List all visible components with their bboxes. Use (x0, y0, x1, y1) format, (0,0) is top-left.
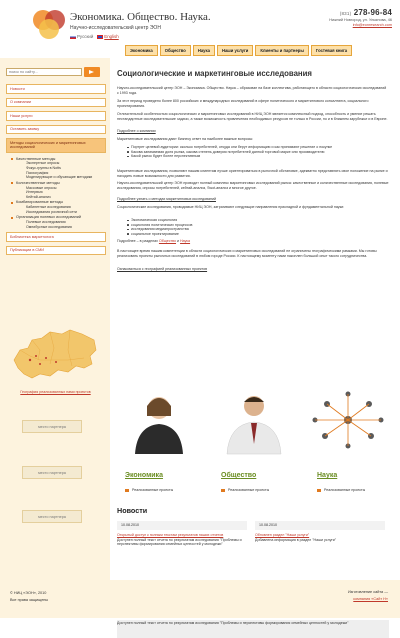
menu-request[interactable]: Оставить заявку (6, 125, 106, 135)
nav-science[interactable]: Наука (193, 45, 215, 56)
map-link[interactable]: География реализованных нами проектов (20, 390, 91, 394)
lang-ru[interactable] (70, 34, 93, 39)
interesting-text: Доступен полный текст отчета по результатам исследования "Проблемы и перспективы формирования семейных ценностей у молодежи" (117, 621, 349, 625)
developer-link[interactable]: компания «Сайт Н» (353, 597, 388, 601)
submenu-group-title[interactable]: Качественные методы (10, 157, 106, 162)
sidebar-menu (6, 84, 106, 259)
nav-guestbook[interactable]: Гостевая книга (311, 45, 352, 56)
submenu-item[interactable]: Кабинетные исследования (26, 205, 71, 210)
menu-news[interactable]: Новости (6, 84, 106, 94)
marketing-paragraph: Научно-исследовательский центр ЭОН проводит полный комплекс маркетинговых исследований рынка: качественные и количественные исследования, полевые исследования, опросы потребителей, кейтай-анализ, Swot-анализ и многое другое. (117, 181, 389, 190)
category-title[interactable]: Наука (317, 472, 338, 479)
made-by-label: Изготовление сайта — (347, 590, 388, 594)
news-title-link[interactable]: Обновлен раздел "Наши услуги" (255, 533, 310, 537)
sections-line (117, 239, 389, 244)
search-input[interactable]: поиск по сайту... (6, 68, 82, 76)
intro-paragraph: Отличительной особенностью социологических и маркетинговых исследований в НИЦ ЭОН является комплексный подход, способность и умение решать нестандартные исследовательские задачи, а также возможность привлечения необходимых ресурсов не только в России, но и в ближнем зарубежье и в Европе. (117, 112, 388, 121)
address: Нижний Новгород, ул. Ульянова, 46 (329, 18, 392, 22)
news-date: 10.08.2010 (255, 521, 385, 530)
list-item: социальное проектирование (127, 232, 389, 237)
interesting-box (117, 620, 389, 638)
russia-map-icon[interactable] (10, 320, 100, 390)
brand-title: Экономика. Общество. Наука. (70, 11, 211, 23)
marketing-paragraph: Маркетинговые исследования, позволяют нашим клиентам лучше ориентироваться в рыночной обстановке, адекватно представлять свое положение на рынке и находить новые возможности для развития. (117, 169, 388, 178)
photo-network-icon (307, 386, 389, 454)
contacts (329, 8, 392, 28)
phone-number: 278-96-84 (353, 8, 392, 17)
page-title: Социологические и маркетинговые исследования (117, 69, 312, 78)
category-science[interactable] (317, 472, 337, 479)
methods-link[interactable]: Подробнее узнать о методах маркетинговых исследований (117, 197, 216, 201)
top-nav (125, 45, 352, 56)
category-society[interactable] (221, 472, 256, 479)
list-item: Экономическая социология (127, 218, 389, 223)
menu-about[interactable]: О компании (6, 98, 106, 108)
list-item: Какова занимаемая доля рынка, какова степень доверия потребителей данной торговой марке или производителю (127, 150, 389, 155)
submenu-group-title[interactable]: Количественные методы (10, 181, 106, 186)
flag-ru-icon (70, 35, 76, 39)
menu-services[interactable]: Наши услуги (6, 111, 106, 121)
intro-paragraph: За этот период проведено более 800 российских и международных исследований в сфере политического и маркетингового консалтинга, социального проектирования. (117, 99, 369, 108)
news-title-link[interactable]: Открытый доступ к полным текстам результатов наших отчетов (117, 533, 224, 537)
news-heading: Новости (117, 506, 148, 515)
list-item: социология политических процессов (127, 223, 389, 228)
phone-code: (831) (339, 11, 352, 16)
geography-paragraph: В настоящее время нашим компетенции в области социологических и маркетинговых исследований не ограничены географическими рамками. Мы готовы реализовать проекты рыночных исследований в любом городе России. К настоящему моменту нами накоплен большой опыт такого сотрудничества. (117, 249, 377, 258)
news-text: Добавлена информация в раздел "Наши услуги" (255, 537, 337, 542)
list-item: Какой рынок будет более перспективным (127, 154, 389, 159)
news-date: 10.08.2010 (117, 521, 247, 530)
language-switcher (70, 34, 119, 39)
category-economy[interactable] (125, 472, 163, 479)
category-title[interactable]: Экономика (125, 472, 163, 479)
brand-subtitle: Научно-исследовательский центр ЭОН (70, 25, 161, 31)
sections-text: Подробнее – в разделах (117, 239, 158, 243)
list-item: Портрет целевой аудитории: сколько потребителей, откуда они берут информацию и как принимают решение о покупке (127, 145, 389, 150)
category-projects-link[interactable]: Реализованные проекты (317, 488, 365, 492)
phone (329, 8, 392, 18)
lang-ru-label: Русский (77, 34, 94, 39)
menu-library[interactable]: Библиотека маркетолога (6, 232, 106, 242)
submenu-item[interactable]: Кейтай-анализ (26, 194, 51, 199)
photo-woman-icon (117, 386, 199, 454)
submenu-item[interactable]: Экспертные опросы (26, 161, 60, 166)
sociology-paragraph: Социологические исследования, проводимые НИЦ ЭОН, затрагивают следующие направления прикладной и фундаментальной науки: (117, 205, 345, 209)
submenu-item[interactable]: Омнибусные исследования (26, 224, 72, 229)
submenu-item[interactable]: Исследования розничной сети (26, 209, 77, 214)
site-footer (0, 580, 400, 618)
geography-link[interactable]: Ознакомиться с географией реализованных проектов (117, 267, 208, 271)
logo-icon[interactable] (30, 8, 68, 40)
copyright: © НИЦ «ЭОН», 2010 (10, 591, 47, 595)
society-link[interactable]: Общество (158, 239, 177, 243)
intro-paragraph: Научно-исследовательский центр ЭОН – Экономика. Общество. Наука – образован на базе коллектива, работающего в области социологических исследований с 1993 года. (117, 86, 387, 95)
footer-left (10, 590, 48, 604)
flag-en-icon (97, 35, 103, 39)
partner-slot[interactable]: место партнера (22, 466, 82, 479)
nav-services[interactable]: Наши услуги (217, 45, 253, 56)
sidebar (0, 58, 110, 580)
lang-en-label: English (104, 34, 119, 39)
sections-and: и (177, 239, 180, 243)
submenu-group-title[interactable]: Организация полевых исследований (10, 215, 106, 220)
submenu-item[interactable]: Психография (26, 170, 49, 175)
menu-methods[interactable]: Методы социологических и маркетинговых исследований (6, 138, 106, 152)
partner-slot[interactable]: место партнера (22, 510, 82, 523)
news-item (255, 521, 385, 542)
submenu-item[interactable]: Фокус-группы в Notts (26, 165, 61, 170)
search-button[interactable] (84, 67, 100, 77)
list-item: исследования медиапространства (127, 227, 389, 232)
nav-clients[interactable]: Клиенты и партнеры (255, 45, 309, 56)
marketing-paragraph: Маркетинговые исследования дают бизнесу ответ на наиболее важные вопросы: (117, 137, 254, 141)
submenu-item[interactable]: Массовые опросы (26, 185, 57, 190)
category-projects-link[interactable]: Реализованные проекты (125, 488, 173, 492)
marketing-list (127, 145, 389, 159)
email-link[interactable]: info@eonresearch.com (352, 22, 392, 27)
nav-society[interactable]: Общество (160, 45, 191, 56)
menu-publications[interactable]: Публикации в СМИ (6, 246, 106, 256)
submenu-item[interactable]: Интервью (26, 190, 43, 195)
about-link[interactable]: Подробнее о компании (117, 129, 156, 133)
science-link[interactable]: Наука (180, 239, 191, 243)
news-item (117, 521, 247, 547)
lang-en[interactable] (97, 34, 118, 39)
methods-submenu (6, 157, 106, 230)
category-title[interactable]: Общество (221, 472, 257, 479)
submenu-item[interactable]: Полевые исследования (26, 220, 66, 225)
sociology-list (127, 218, 389, 236)
footer-right (348, 589, 388, 603)
news-text: Доступен полный текст отчета по результатам исследования "Проблемы и перспективы формирования семейных ценностей у молодежи" (117, 537, 242, 546)
partner-slot[interactable]: место партнера (22, 420, 82, 433)
site-header (0, 0, 400, 58)
submenu-group-title[interactable]: Комбинированные методы (10, 200, 106, 205)
rights: Все права защищены (10, 598, 49, 602)
category-projects-link[interactable]: Реализованные проекты (221, 488, 269, 492)
nav-economy[interactable]: Экономика (125, 45, 158, 56)
photo-man-icon (213, 386, 295, 454)
submenu-item[interactable]: Моделирующие и обучающие методики (26, 175, 93, 180)
